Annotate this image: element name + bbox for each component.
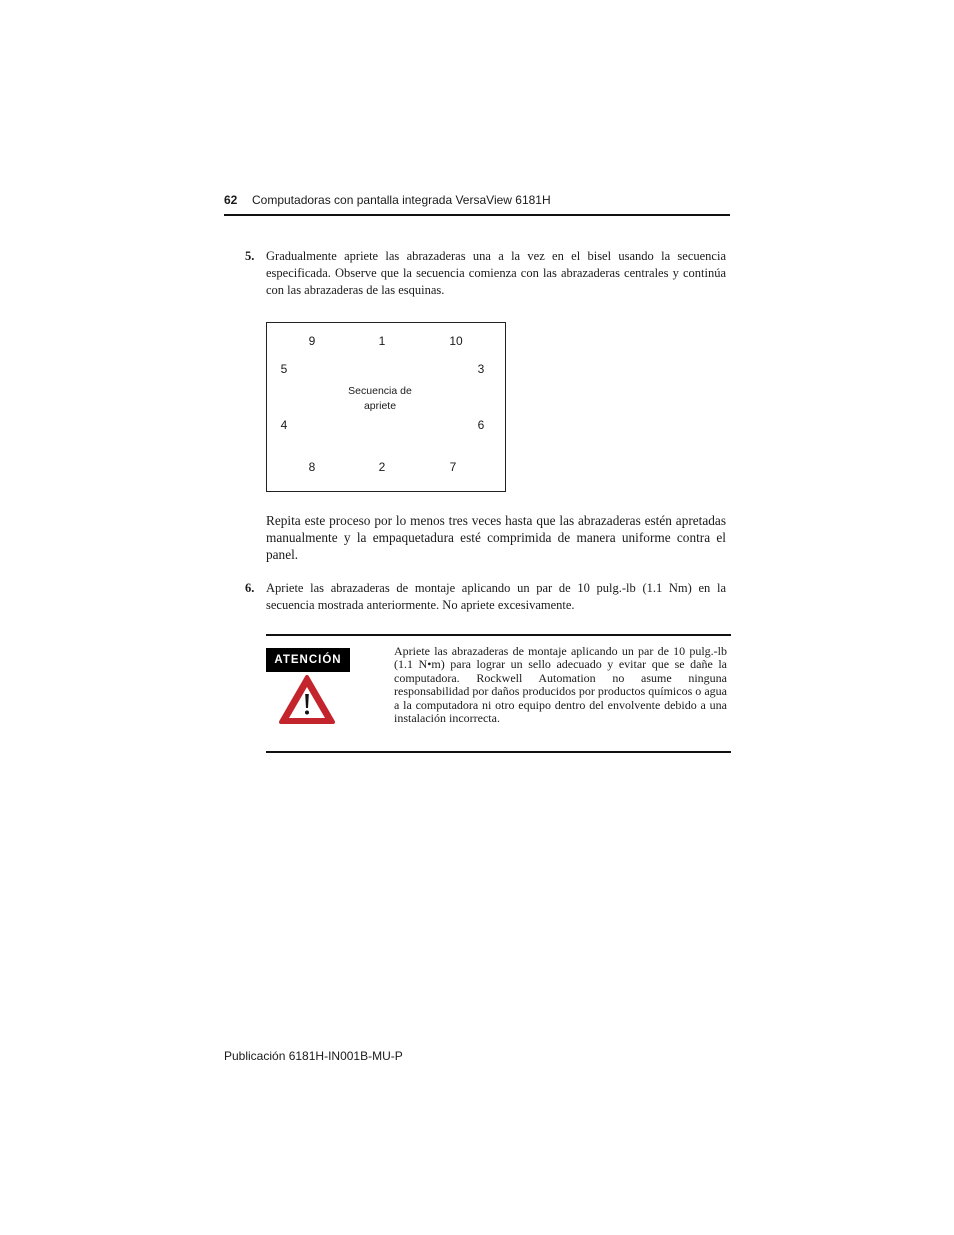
sequence-bottom-center: 2: [378, 460, 386, 474]
header-rule: [224, 214, 730, 216]
step-5-number: 5.: [245, 249, 255, 263]
tightening-sequence-diagram: [266, 322, 506, 492]
step-6-text: Apriete las abrazaderas de montaje aplicando un par de 10 pulg.-lb (1.1 Nm) en la secuencia mostrada anteriormente. No apriete excesivamente.: [266, 581, 726, 612]
sequence-top-right: 10: [449, 334, 463, 348]
sequence-upper-right: 3: [477, 362, 485, 376]
step-6-number: 6.: [245, 581, 255, 595]
attention-box: [266, 634, 731, 754]
warning-triangle-icon: [278, 674, 336, 726]
page-header: [224, 192, 730, 216]
step-5-text: Gradualmente apriete las abrazaderas una a la vez en el bisel usando la secuencia especificada. Observe que la secuencia comienza con las abrazaderas centrales y continúa con las abrazaderas de las esquinas.: [266, 249, 726, 297]
sequence-bottom-left: 8: [308, 460, 316, 474]
attention-label: ATENCIÓN: [266, 648, 350, 672]
header-title: Computadoras con pantalla integrada VersaView 6181H: [252, 193, 551, 207]
footer-publication: Publicación 6181H-IN001B-MU-P: [224, 1049, 403, 1063]
sequence-upper-left: 5: [280, 362, 288, 376]
repeat-paragraph: Repita este proceso por lo menos tres veces hasta que las abrazaderas estén apretadas manualmente y la empaquetadura esté comprimida de manera uniforme contra el panel.: [266, 513, 726, 562]
diagram-caption: [335, 384, 425, 414]
attention-text: Apriete las abrazaderas de montaje aplicando un par de 10 pulg.-lb (1.1 N•m) para lograr un sello adecuado y evitar que se dañe la computadora. Rockwell Automation no asume ninguna responsabilidad por daños producidos por productos químicos o agua a la computadora ni otro equipo dentro del envolvente debido a una instalación incorrecta.: [394, 644, 727, 726]
sequence-bottom-right: 7: [449, 460, 457, 474]
sequence-top-left: 9: [308, 334, 316, 348]
page-number: 62: [224, 193, 238, 207]
sequence-lower-right: 6: [477, 418, 485, 432]
diagram-caption-line-2: apriete: [363, 400, 397, 412]
attention-bottom-rule: [266, 751, 731, 753]
sequence-top-center: 1: [378, 334, 386, 348]
attention-top-rule: [266, 634, 731, 636]
diagram-caption-line-1: Secuencia de: [348, 385, 412, 397]
sequence-lower-left: 4: [280, 418, 288, 432]
